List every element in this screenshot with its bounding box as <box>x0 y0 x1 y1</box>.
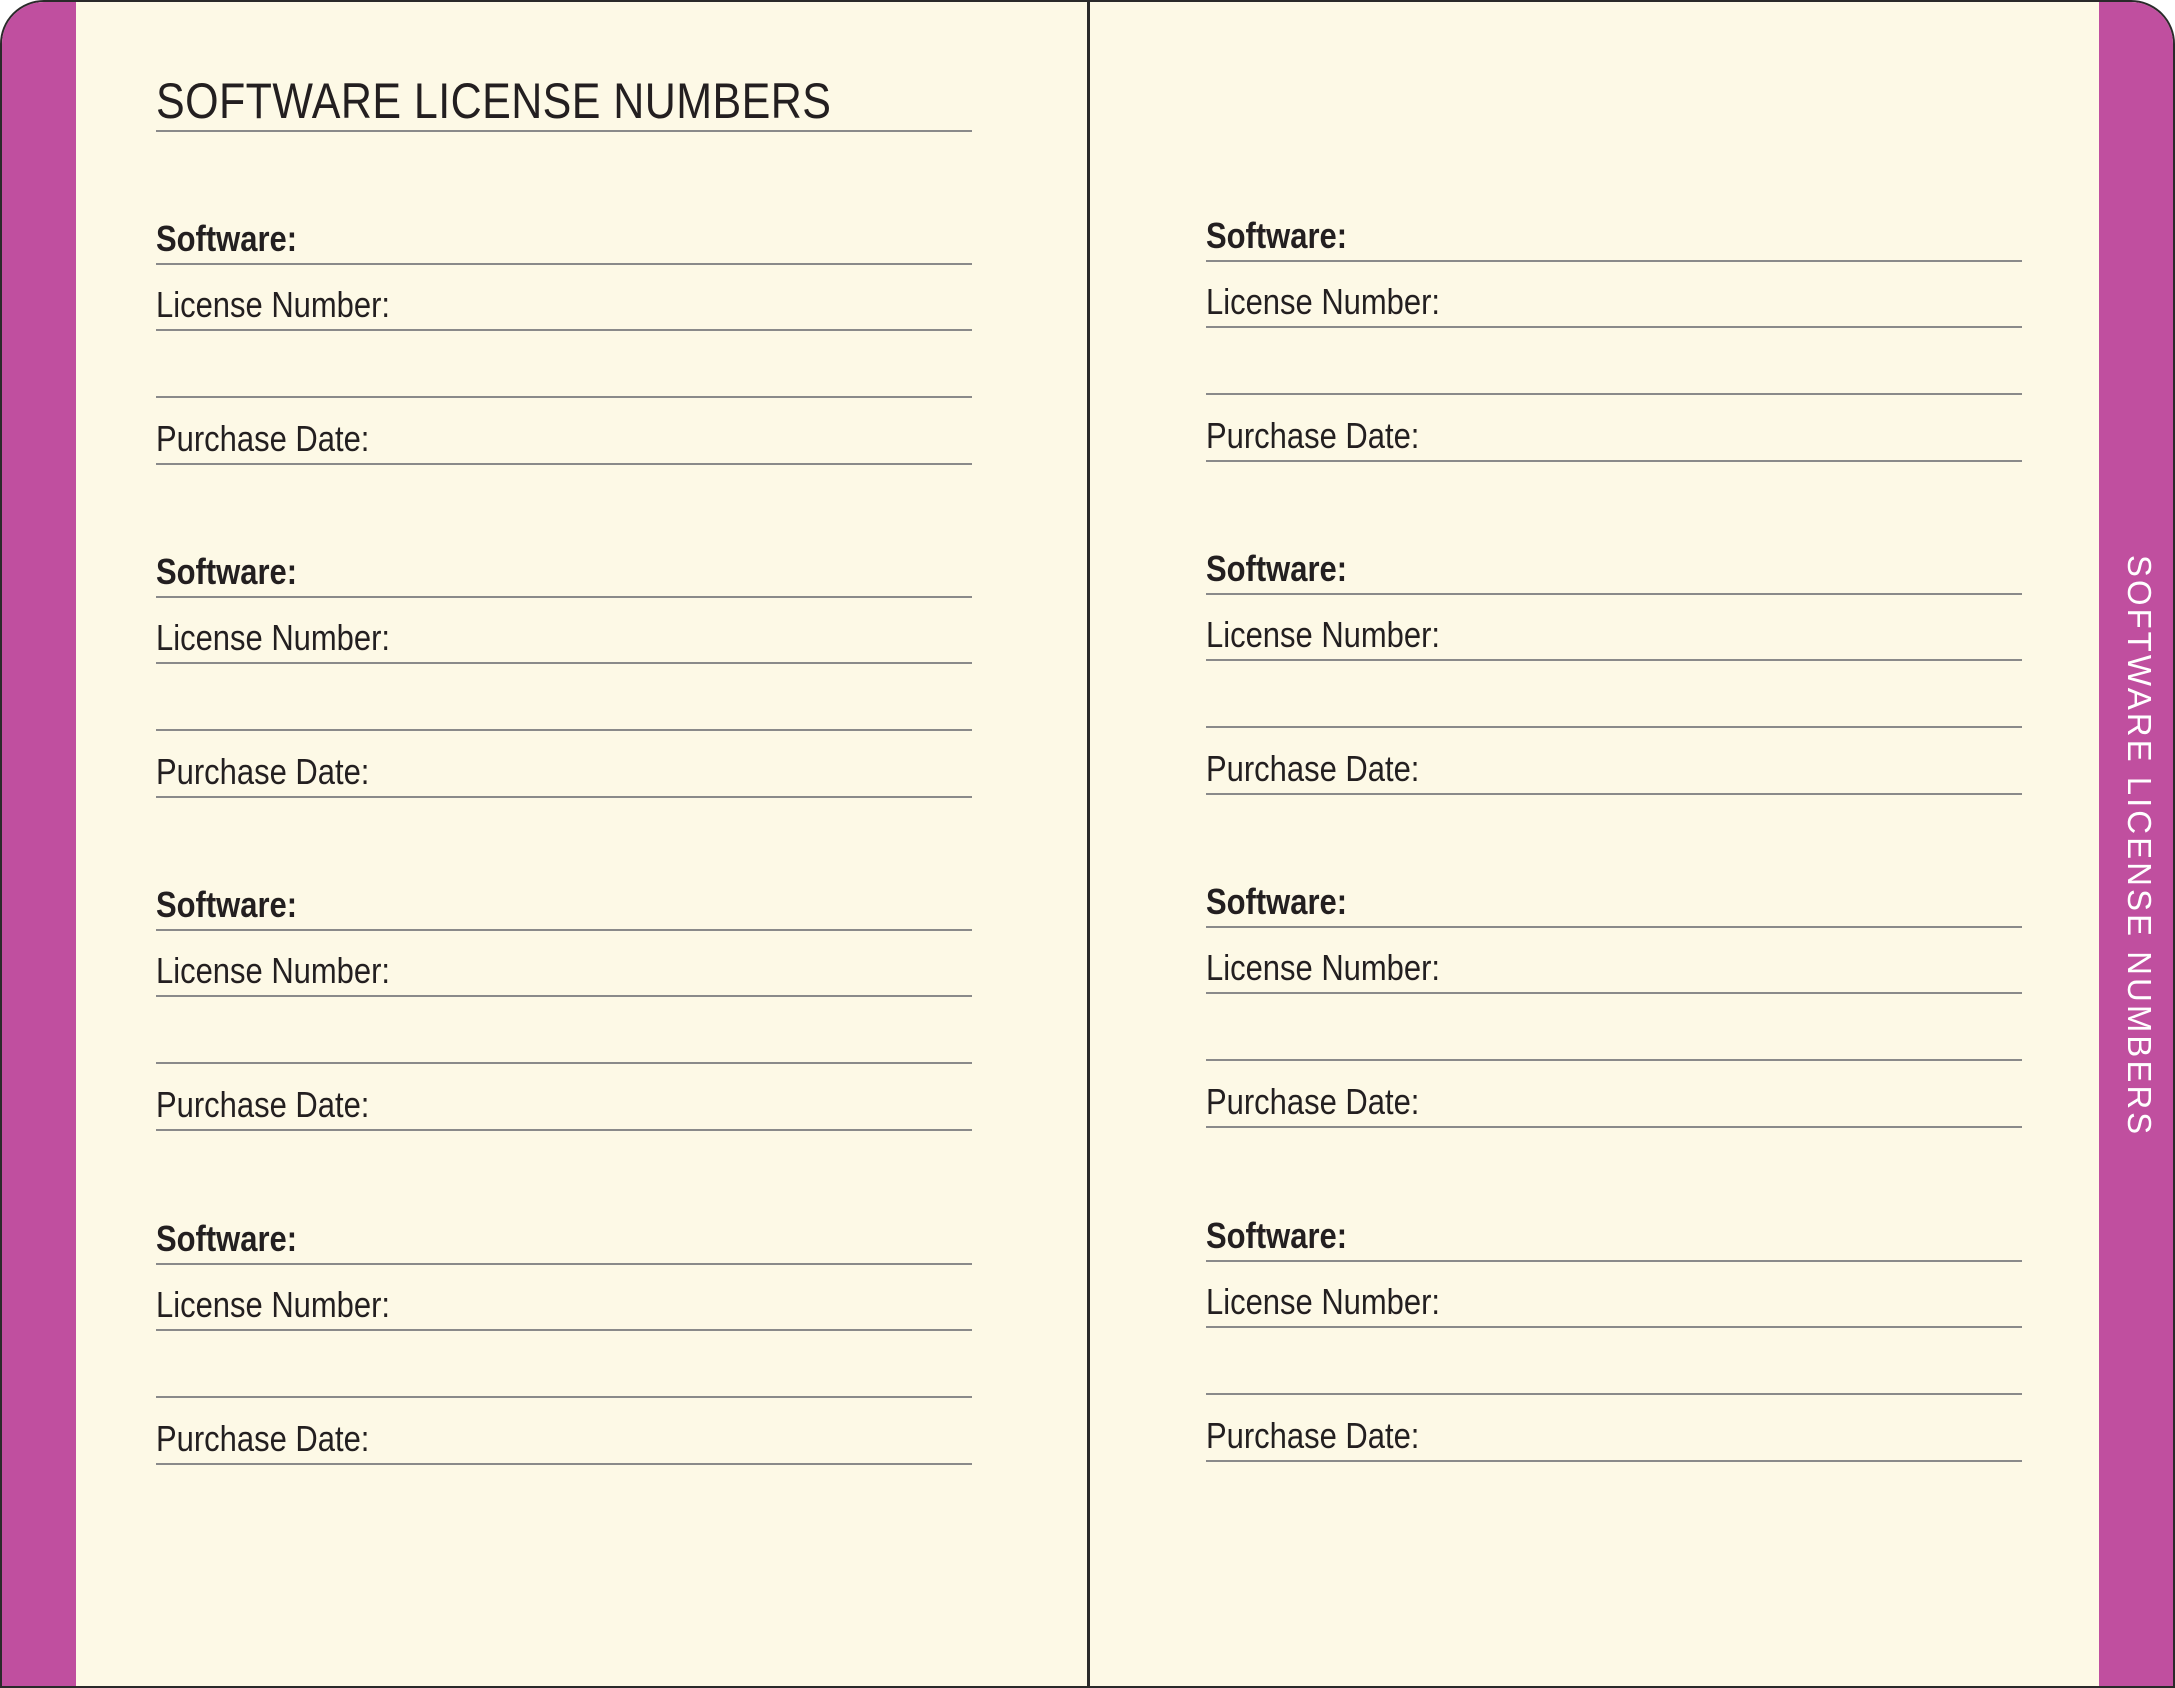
license-number-field[interactable] <box>1206 262 2022 329</box>
section-tab-label: SOFTWARE LICENSE NUMBERS <box>2121 554 2158 1138</box>
purchase-date-field[interactable] <box>156 731 972 798</box>
purchase-date-label: Purchase Date: <box>1206 1414 1420 1456</box>
license-number-continuation-line[interactable] <box>156 1331 972 1398</box>
software-label: Software: <box>1206 1214 1348 1256</box>
software-label: Software: <box>156 217 298 259</box>
license-number-label: License Number: <box>1206 614 1441 656</box>
purchase-date-field[interactable] <box>1206 728 2022 795</box>
page-title-text: SOFTWARE LICENSE NUMBERS <box>156 73 832 129</box>
purchase-date-label: Purchase Date: <box>156 417 370 459</box>
software-field[interactable] <box>156 864 972 931</box>
software-field[interactable] <box>1206 528 2022 595</box>
license-number-continuation-line[interactable] <box>1206 994 2022 1061</box>
right-entry-3 <box>1206 861 2022 1128</box>
purchase-date-label: Purchase Date: <box>1206 747 1420 789</box>
right-entry-4 <box>1206 1195 2022 1462</box>
license-number-field[interactable] <box>156 1265 972 1332</box>
purchase-date-label: Purchase Date: <box>156 1083 370 1125</box>
left-entry-3 <box>156 864 972 1131</box>
software-label: Software: <box>1206 547 1348 589</box>
software-field[interactable] <box>156 531 972 598</box>
purchase-date-field[interactable] <box>156 1064 972 1131</box>
software-label: Software: <box>1206 880 1348 922</box>
license-number-continuation-line[interactable] <box>1206 1328 2022 1395</box>
left-page-edge <box>2 2 76 1686</box>
left-entry-4 <box>156 1198 972 1465</box>
software-label: Software: <box>1206 214 1348 256</box>
purchase-date-label: Purchase Date: <box>1206 1080 1420 1122</box>
left-entry-1 <box>156 198 972 465</box>
license-number-field[interactable] <box>156 265 972 332</box>
purchase-date-label: Purchase Date: <box>1206 414 1420 456</box>
license-number-label: License Number: <box>156 950 391 992</box>
purchase-date-label: Purchase Date: <box>156 750 370 792</box>
software-label: Software: <box>156 1217 298 1259</box>
license-number-label: License Number: <box>156 1284 391 1326</box>
license-number-label: License Number: <box>156 617 391 659</box>
purchase-date-field[interactable] <box>1206 395 2022 462</box>
license-number-continuation-line[interactable] <box>1206 328 2022 395</box>
software-field[interactable] <box>156 1198 972 1265</box>
software-field[interactable] <box>1206 861 2022 928</box>
license-number-label: License Number: <box>1206 281 1441 323</box>
software-field[interactable] <box>1206 195 2022 262</box>
license-number-field[interactable] <box>156 598 972 665</box>
software-field[interactable] <box>156 198 972 265</box>
license-number-continuation-line[interactable] <box>156 664 972 731</box>
license-number-continuation-line[interactable] <box>156 997 972 1064</box>
purchase-date-field[interactable] <box>1206 1395 2022 1462</box>
software-field[interactable] <box>1206 1195 2022 1262</box>
license-number-field[interactable] <box>1206 1262 2022 1329</box>
license-number-label: License Number: <box>1206 947 1441 989</box>
license-number-field[interactable] <box>1206 928 2022 995</box>
software-label: Software: <box>156 883 298 925</box>
license-number-continuation-line[interactable] <box>156 331 972 398</box>
right-entry-1 <box>1206 195 2022 462</box>
page-title <box>156 70 972 132</box>
license-number-label: License Number: <box>156 284 391 326</box>
license-number-label: License Number: <box>1206 1281 1441 1323</box>
license-number-continuation-line[interactable] <box>1206 661 2022 728</box>
license-number-field[interactable] <box>156 931 972 998</box>
purchase-date-field[interactable] <box>156 398 972 465</box>
license-number-field[interactable] <box>1206 595 2022 662</box>
software-label: Software: <box>156 550 298 592</box>
purchase-date-field[interactable] <box>156 1398 972 1465</box>
right-entry-2 <box>1206 528 2022 795</box>
purchase-date-label: Purchase Date: <box>156 1417 370 1459</box>
purchase-date-field[interactable] <box>1206 1061 2022 1128</box>
book-spine <box>1087 2 1090 1686</box>
left-entry-2 <box>156 531 972 798</box>
